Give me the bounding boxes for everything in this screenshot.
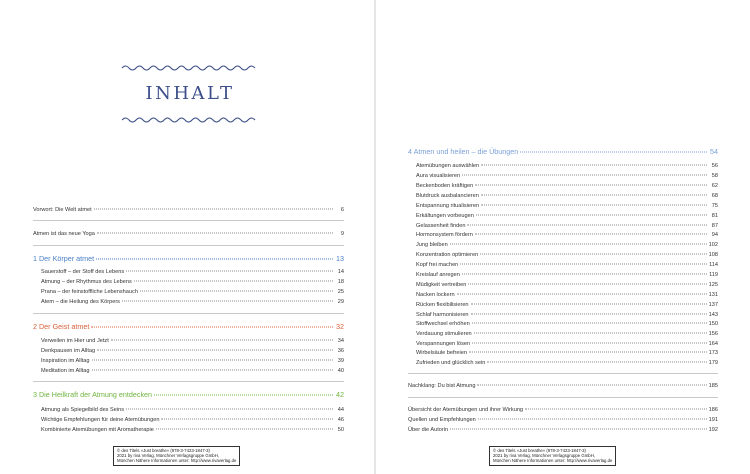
toc-title: INHALT xyxy=(145,83,235,104)
toc-entry[interactable]: Schlaf harmonisieren 143 xyxy=(416,312,718,318)
section-heading-1[interactable]: 1 Der Körper atmet 13 xyxy=(33,254,344,263)
toc-entry[interactable]: Müdigkeit vertreiben 125 xyxy=(416,282,718,288)
toc-entry[interactable]: Hormonsystem fördern 94 xyxy=(416,232,718,238)
toc-entry[interactable]: Konzentration optimieren 108 xyxy=(416,252,718,258)
toc-right xyxy=(408,0,718,474)
toc-entry[interactable]: Aura visualisieren 58 xyxy=(416,173,718,179)
toc-entry[interactable]: Atmung als Spiegelbild des Seins 44 xyxy=(41,407,344,413)
toc-entry[interactable]: Wirbelsäule befreien 173 xyxy=(416,350,718,356)
toc-entry[interactable]: Inspiration im Alltag 39 xyxy=(41,358,344,364)
divider xyxy=(33,220,344,221)
toc-entry[interactable]: Meditation im Alltag 40 xyxy=(41,368,344,374)
divider xyxy=(408,397,718,398)
toc-entry[interactable]: Zufrieden und glücklich sein 179 xyxy=(416,360,718,366)
section-heading-3[interactable]: 3 Die Heilkraft der Atmung entdecken 42 xyxy=(33,390,344,399)
toc-entry[interactable]: Jung bleiben 102 xyxy=(416,242,718,248)
copyright-notice: © des Titels »Just breathe« (978-3-7423-1847-3) 2021 by riva Verlag, Münchner Verlagsgruppe GmbH, München Nähere Informationen unter: http://www.rivaverlag.de xyxy=(489,446,616,466)
toc-entry[interactable]: Verweilen im Hier und Jetzt 34 xyxy=(41,338,344,344)
toc-entry[interactable]: Atmung – der Rhythmus des Lebens 18 xyxy=(41,279,344,285)
toc-entry-nachklang[interactable]: Nachklang: Du bist Atmung 185 xyxy=(408,383,718,389)
toc-entry[interactable]: Verspannungen lösen 164 xyxy=(416,341,718,347)
divider xyxy=(33,381,344,382)
toc-entry[interactable]: Kopf frei machen 114 xyxy=(416,262,718,268)
toc-left xyxy=(33,0,344,474)
section-heading-2[interactable]: 2 Der Geist atmet 32 xyxy=(33,322,344,331)
toc-entry[interactable]: Denkpausen im Alltag 36 xyxy=(41,348,344,354)
toc-entry-autorin[interactable]: Über die Autorin 192 xyxy=(408,427,718,433)
toc-entry[interactable]: Beckenboden kräftigen 62 xyxy=(416,183,718,189)
toc-entry[interactable]: Sauerstoff – der Stoff des Lebens 14 xyxy=(41,269,344,275)
toc-entry[interactable]: Blutdruck ausbalancieren 68 xyxy=(416,193,718,199)
divider xyxy=(408,373,718,374)
toc-entry[interactable]: Kombinierte Atemübungen mit Aromatherapie 50 xyxy=(41,427,344,433)
toc-entry-quellen[interactable]: Quellen und Empfehlungen 191 xyxy=(408,417,718,423)
toc-entry[interactable]: Nacken lockern 131 xyxy=(416,292,718,298)
toc-entry[interactable]: Atemübungen auswählen 56 xyxy=(416,163,718,169)
divider xyxy=(33,313,344,314)
toc-entry[interactable]: Wichtige Empfehlungen für deine Atemübungen 46 xyxy=(41,417,344,423)
toc-entry[interactable]: Verdauung stimulieren 156 xyxy=(416,331,718,337)
toc-entry-atmen-yoga[interactable]: Atmen ist das neue Yoga 9 xyxy=(33,231,344,237)
divider xyxy=(33,245,344,246)
copyright-notice: © des Titels »Just breathe« (978-3-7423-1847-3) 2021 by riva Verlag, Münchner Verlagsgruppe GmbH, München Nähere Informationen unter: http://www.rivaverlag.de xyxy=(113,446,240,466)
left-page xyxy=(0,0,374,474)
toc-entry[interactable]: Erkältungen vorbeugen 81 xyxy=(416,213,718,219)
toc-entry[interactable]: Prana – der feinstoffliche Lebenshauch 25 xyxy=(41,289,344,295)
toc-entry-vorwort[interactable]: Vorwort: Die Welt atmet 6 xyxy=(33,207,344,213)
toc-entry[interactable]: Gelassenheit finden 87 xyxy=(416,223,718,229)
right-page xyxy=(376,0,750,474)
toc-entry[interactable]: Entspannung ritualisieren 75 xyxy=(416,203,718,209)
toc-entry[interactable]: Stoffwechsel erhöhen 150 xyxy=(416,321,718,327)
toc-entry[interactable]: Atem – die Heilung des Körpers 29 xyxy=(41,299,344,305)
toc-entry[interactable]: Kreislauf anregen 119 xyxy=(416,272,718,278)
toc-entry[interactable]: Rücken flexibilisieren 137 xyxy=(416,302,718,308)
toc-entry-uebersicht[interactable]: Übersicht der Atemübungen und ihrer Wirkung 186 xyxy=(408,407,718,413)
section-heading-4[interactable]: 4 Atmen und heilen – die Übungen 54 xyxy=(408,147,718,156)
